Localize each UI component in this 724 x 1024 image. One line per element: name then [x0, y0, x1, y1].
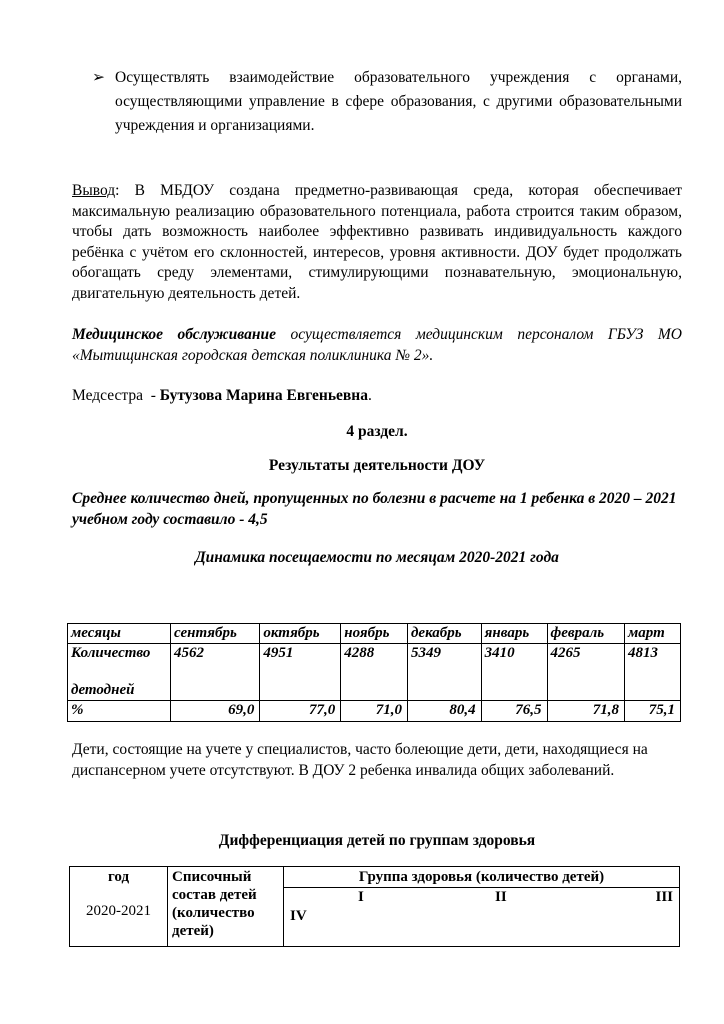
count-label-line2: детодней	[71, 682, 135, 698]
count-cell: 4951	[260, 644, 341, 701]
nurse-label: Медсестра -	[72, 387, 160, 404]
count-cell: 4562	[171, 644, 260, 701]
conclusion-paragraph	[72, 181, 682, 304]
bullet-text: Осуществлять взаимодействие образовательного учреждения с органами, осуществляющими управление в сфере образования, с другими образовательными учреждения и организациями.	[115, 69, 682, 134]
list-composition-cell: Списочный состав детей (количество детей)	[168, 867, 284, 947]
health-group-header: Группа здоровья (количество детей)	[284, 867, 680, 888]
count-label-cell	[68, 644, 171, 701]
count-cell: 3410	[481, 644, 547, 701]
month-cell: октябрь	[260, 624, 341, 644]
average-sick-days: Среднее количество дней, пропущенных по болезни в расчете на 1 ребенка в 2020 – 2021 учебном году составило - 4,5	[72, 490, 677, 528]
section-number: 4 раздел.	[346, 423, 408, 440]
group-label: III	[655, 889, 673, 905]
month-cell: сентябрь	[171, 624, 260, 644]
count-cell: 4265	[547, 644, 625, 701]
medical-text: осуществляется медицинским персоналом ГБУЗ МО «Мытищинская городская детская поликлиника № 2».	[72, 326, 682, 364]
count-cell: 4813	[625, 644, 681, 701]
month-cell: январь	[481, 624, 547, 644]
month-cell: март	[625, 624, 681, 644]
year-header: год	[107, 869, 130, 885]
year-value: 2020-2021	[86, 903, 151, 919]
months-header-cell: месяцы	[68, 624, 171, 644]
table-row	[68, 624, 681, 644]
nurse-line	[72, 386, 682, 407]
medical-lead: Медицинское обслуживание	[72, 326, 276, 343]
nurse-tail: .	[367, 387, 372, 404]
percent-cell: 75,1	[625, 701, 681, 722]
month-cell: ноябрь	[341, 624, 408, 644]
group-label: II	[495, 889, 507, 905]
health-groups-title: Дифференциация детей по группам здоровья	[218, 832, 536, 849]
group-label: IV	[290, 908, 307, 924]
percent-label-cell: %	[68, 701, 171, 722]
percent-cell: 77,0	[260, 701, 341, 722]
month-cell: февраль	[547, 624, 625, 644]
percent-cell: 76,5	[481, 701, 547, 722]
table-row	[70, 867, 680, 888]
conclusion-text: : В МБДОУ создана предметно-развивающая среда, которая обеспечивает максимальную реализацию образовательного потенциала, работа строится таким образом, чтобы дать возможность наиболее эффективно развивать индивидуальность каждого ребёнка с учётом его склонностей, интересов, уровня активности. ДОУ будет продолжать обогащать среду элементами, стимулирующими познавательную, эмоциональную, двигательную деятельность детей.	[72, 182, 682, 302]
count-label-line1: Количество	[71, 645, 151, 661]
percent-cell: 71,8	[547, 701, 625, 722]
medical-paragraph	[72, 325, 682, 366]
count-cell: 5349	[407, 644, 481, 701]
nurse-name: Бутузова Марина Евгеньевна	[159, 387, 368, 404]
attendance-dynamics-title: Динамика посещаемости по месяцам 2020-2021 года	[195, 549, 559, 566]
specialists-note: Дети, состоящие на учете у специалистов, часто болеющие дети, дети, находящиеся на диспансерном учете отсутствуют. В ДОУ 2 ребенка инвалида общих заболеваний.	[72, 741, 648, 779]
percent-cell: 69,0	[171, 701, 260, 722]
table-row	[68, 644, 681, 701]
conclusion-lead: Вывод	[72, 182, 116, 199]
year-cell	[70, 867, 168, 947]
percent-cell: 71,0	[341, 701, 408, 722]
percent-cell: 80,4	[407, 701, 481, 722]
count-cell: 4288	[341, 644, 408, 701]
bullet-item	[92, 66, 682, 138]
month-cell: декабрь	[407, 624, 481, 644]
group-label: I	[358, 889, 364, 905]
attendance-table	[67, 623, 681, 722]
health-groups-table	[69, 866, 680, 947]
arrow-bullet-icon: ➢	[92, 69, 105, 86]
table-row	[68, 701, 681, 722]
health-group-cell	[284, 888, 680, 947]
section-title: Результаты деятельности ДОУ	[268, 457, 486, 474]
